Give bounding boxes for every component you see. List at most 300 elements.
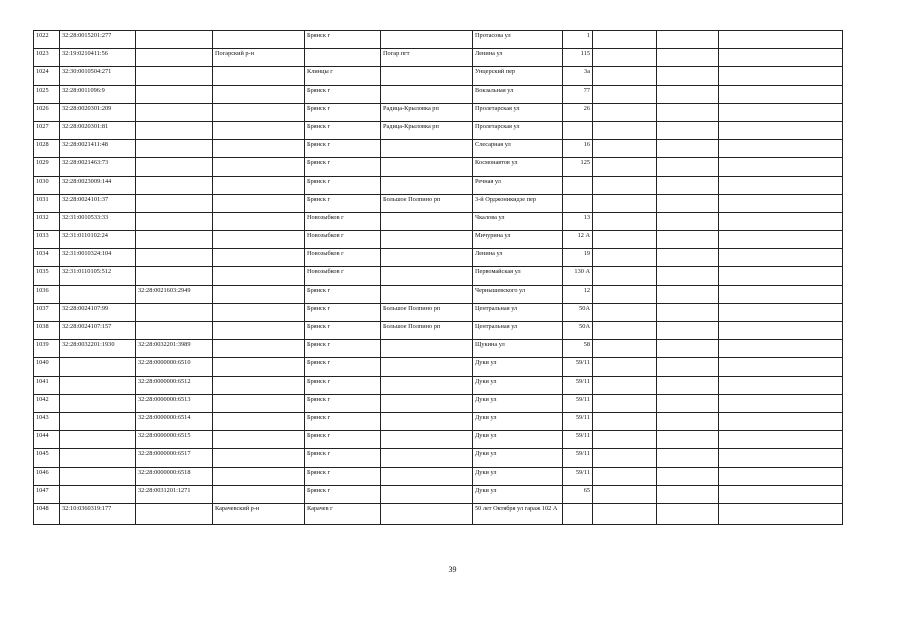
cell-column-9 xyxy=(593,285,657,303)
table-row xyxy=(34,412,843,430)
cell-district xyxy=(213,449,305,467)
cell-column-10 xyxy=(657,103,719,121)
cell-district xyxy=(213,394,305,412)
cell-house-number: 59/11 xyxy=(563,376,593,394)
cell-column-9 xyxy=(593,212,657,230)
cell-house-number: 59/11 xyxy=(563,467,593,485)
cell-row-number: 1033 xyxy=(34,231,60,249)
cell-cadastral-number-2: 32:28:0000000:6517 xyxy=(136,449,213,467)
cell-cadastral-number: 32:10:0360319:177 xyxy=(60,503,136,524)
cell-settlement xyxy=(381,176,473,194)
cell-street: Чкалова ул xyxy=(473,212,563,230)
cell-cadastral-number: 32:28:0032201:1930 xyxy=(60,340,136,358)
cell-settlement xyxy=(381,449,473,467)
table-row xyxy=(34,49,843,67)
cell-cadastral-number: 32:28:0011096:9 xyxy=(60,85,136,103)
cell-house-number: 26 xyxy=(563,103,593,121)
cell-column-9 xyxy=(593,67,657,85)
cell-cadastral-number: 32:28:0021463:73 xyxy=(60,158,136,176)
cell-street: Речная ул xyxy=(473,176,563,194)
cell-street: Дуки ул xyxy=(473,358,563,376)
cell-house-number: 19 xyxy=(563,249,593,267)
cell-district xyxy=(213,31,305,49)
cell-column-11 xyxy=(719,158,843,176)
cell-cadastral-number-2: 32:28:0000000:6510 xyxy=(136,358,213,376)
cell-column-9 xyxy=(593,103,657,121)
cell-city: Брянск г xyxy=(305,285,381,303)
table-row xyxy=(34,285,843,303)
cell-column-10 xyxy=(657,285,719,303)
cell-house-number: 59/11 xyxy=(563,394,593,412)
cell-cadastral-number xyxy=(60,285,136,303)
cell-settlement: Большое Полпино рп xyxy=(381,194,473,212)
cell-cadastral-number-2: 32:28:0000000:6518 xyxy=(136,467,213,485)
cell-settlement xyxy=(381,340,473,358)
cell-cadastral-number-2 xyxy=(136,267,213,285)
cell-column-10 xyxy=(657,176,719,194)
cell-district xyxy=(213,231,305,249)
cell-cadastral-number xyxy=(60,358,136,376)
cell-street: Вокзальная ул xyxy=(473,85,563,103)
cell-column-9 xyxy=(593,49,657,67)
cell-row-number: 1024 xyxy=(34,67,60,85)
cell-house-number: 16 xyxy=(563,140,593,158)
cell-house-number: 3а xyxy=(563,67,593,85)
cell-settlement xyxy=(381,31,473,49)
table-row xyxy=(34,85,843,103)
cell-column-11 xyxy=(719,121,843,139)
cell-city: Брянск г xyxy=(305,303,381,321)
cell-column-11 xyxy=(719,31,843,49)
cell-house-number: 50А xyxy=(563,322,593,340)
cell-district xyxy=(213,485,305,503)
cell-city: Брянск г xyxy=(305,467,381,485)
cell-city: Брянск г xyxy=(305,485,381,503)
cell-row-number: 1023 xyxy=(34,49,60,67)
cell-column-11 xyxy=(719,503,843,524)
cell-house-number: 59/11 xyxy=(563,412,593,430)
cell-row-number: 1041 xyxy=(34,376,60,394)
cell-column-9 xyxy=(593,158,657,176)
cell-cadastral-number: 32:28:0024107:99 xyxy=(60,303,136,321)
cell-street: Протасова ул xyxy=(473,31,563,49)
cell-cadastral-number: 32:28:0015201:277 xyxy=(60,31,136,49)
cell-district xyxy=(213,194,305,212)
cell-column-9 xyxy=(593,322,657,340)
cell-column-9 xyxy=(593,376,657,394)
table-row xyxy=(34,212,843,230)
cell-column-9 xyxy=(593,503,657,524)
cell-settlement xyxy=(381,412,473,430)
cell-city: Брянск г xyxy=(305,449,381,467)
cell-district: Карачевский р-н xyxy=(213,503,305,524)
table-row xyxy=(34,231,843,249)
cell-street: Чернышевского ул xyxy=(473,285,563,303)
cell-street: Пролетарская ул xyxy=(473,121,563,139)
cell-column-10 xyxy=(657,394,719,412)
cell-city: Новозыбков г xyxy=(305,267,381,285)
cell-house-number: 12 xyxy=(563,285,593,303)
cell-column-10 xyxy=(657,231,719,249)
cell-street: Мичурина ул xyxy=(473,231,563,249)
cell-row-number: 1043 xyxy=(34,412,60,430)
cell-settlement xyxy=(381,394,473,412)
cell-cadastral-number: 32:28:0021411:48 xyxy=(60,140,136,158)
cell-city: Брянск г xyxy=(305,412,381,430)
table-row xyxy=(34,140,843,158)
cell-cadastral-number: 32:28:0024101:37 xyxy=(60,194,136,212)
cell-city: Брянск г xyxy=(305,194,381,212)
table-body xyxy=(34,31,843,525)
cell-street: Щукина ул xyxy=(473,340,563,358)
cell-column-9 xyxy=(593,412,657,430)
table-row xyxy=(34,103,843,121)
cell-cadastral-number xyxy=(60,394,136,412)
cell-cadastral-number-2: 32:28:0032201:3989 xyxy=(136,340,213,358)
cell-settlement: Погар пгт xyxy=(381,49,473,67)
cell-column-10 xyxy=(657,358,719,376)
cell-settlement xyxy=(381,231,473,249)
cell-column-11 xyxy=(719,485,843,503)
cell-house-number xyxy=(563,503,593,524)
cell-district xyxy=(213,322,305,340)
cell-column-10 xyxy=(657,449,719,467)
cell-settlement xyxy=(381,85,473,103)
cell-cadastral-number: 32:28:0020301:209 xyxy=(60,103,136,121)
cell-column-9 xyxy=(593,485,657,503)
cell-street: Дуки ул xyxy=(473,467,563,485)
cell-cadastral-number: 32:28:0020301:81 xyxy=(60,121,136,139)
cell-column-11 xyxy=(719,103,843,121)
cell-cadastral-number: 32:31:0010324:104 xyxy=(60,249,136,267)
cell-settlement: Большое Полпино рп xyxy=(381,322,473,340)
cell-cadastral-number-2: 32:28:0021603:2949 xyxy=(136,285,213,303)
table-row xyxy=(34,303,843,321)
cell-house-number: 50А xyxy=(563,303,593,321)
cell-city: Клинцы г xyxy=(305,67,381,85)
cell-cadastral-number: 32:31:0110105:512 xyxy=(60,267,136,285)
cell-street: Пролетарская ул xyxy=(473,103,563,121)
cell-cadastral-number-2 xyxy=(136,212,213,230)
cell-city: Новозыбков г xyxy=(305,231,381,249)
cell-column-10 xyxy=(657,431,719,449)
cell-street: Ленина ул xyxy=(473,49,563,67)
cell-house-number: 125 xyxy=(563,158,593,176)
cell-district xyxy=(213,412,305,430)
cell-column-11 xyxy=(719,49,843,67)
cell-house-number: 59/11 xyxy=(563,431,593,449)
cell-house-number: 65 xyxy=(563,485,593,503)
cell-city: Брянск г xyxy=(305,376,381,394)
table-row xyxy=(34,449,843,467)
table-row xyxy=(34,503,843,524)
cell-cadastral-number xyxy=(60,485,136,503)
cell-cadastral-number xyxy=(60,431,136,449)
cell-district xyxy=(213,140,305,158)
cell-house-number: 12 А xyxy=(563,231,593,249)
cell-cadastral-number-2 xyxy=(136,176,213,194)
cell-cadastral-number-2: 32:28:0000000:6515 xyxy=(136,431,213,449)
cell-column-10 xyxy=(657,158,719,176)
cell-city: Брянск г xyxy=(305,31,381,49)
cell-column-9 xyxy=(593,121,657,139)
cell-city: Брянск г xyxy=(305,340,381,358)
cell-column-9 xyxy=(593,340,657,358)
cell-city: Брянск г xyxy=(305,140,381,158)
cell-cadastral-number xyxy=(60,467,136,485)
cell-house-number xyxy=(563,121,593,139)
cell-cadastral-number: 32:31:0010533:33 xyxy=(60,212,136,230)
cell-cadastral-number: 32:28:0024107:157 xyxy=(60,322,136,340)
cell-settlement xyxy=(381,67,473,85)
cell-city: Брянск г xyxy=(305,121,381,139)
cell-district xyxy=(213,212,305,230)
table-row xyxy=(34,431,843,449)
cell-column-10 xyxy=(657,267,719,285)
cell-cadastral-number-2 xyxy=(136,85,213,103)
cell-street: 50 лет Октября ул гараж 102 А xyxy=(473,503,563,524)
cell-column-11 xyxy=(719,431,843,449)
cell-cadastral-number-2 xyxy=(136,303,213,321)
cell-house-number: 1 xyxy=(563,31,593,49)
cell-cadastral-number-2 xyxy=(136,158,213,176)
cell-column-10 xyxy=(657,140,719,158)
cell-column-9 xyxy=(593,31,657,49)
cell-city xyxy=(305,49,381,67)
cell-street: Дуки ул xyxy=(473,376,563,394)
cell-house-number: 13 xyxy=(563,212,593,230)
table-row xyxy=(34,176,843,194)
cell-district xyxy=(213,103,305,121)
cell-city: Брянск г xyxy=(305,103,381,121)
cell-column-11 xyxy=(719,303,843,321)
cell-column-10 xyxy=(657,485,719,503)
cell-house-number: 59/11 xyxy=(563,449,593,467)
cell-column-9 xyxy=(593,358,657,376)
cell-street: Дуки ул xyxy=(473,394,563,412)
cell-column-9 xyxy=(593,431,657,449)
cell-street: Дуки ул xyxy=(473,431,563,449)
cell-row-number: 1034 xyxy=(34,249,60,267)
cell-district xyxy=(213,376,305,394)
cell-column-10 xyxy=(657,121,719,139)
cell-cadastral-number-2 xyxy=(136,231,213,249)
cell-district xyxy=(213,340,305,358)
cell-city: Брянск г xyxy=(305,431,381,449)
cell-row-number: 1046 xyxy=(34,467,60,485)
cell-cadastral-number-2: 32:28:0000000:6514 xyxy=(136,412,213,430)
cell-row-number: 1037 xyxy=(34,303,60,321)
cell-cadastral-number-2 xyxy=(136,249,213,267)
cell-settlement xyxy=(381,358,473,376)
cell-district xyxy=(213,67,305,85)
cell-street: Дуки ул xyxy=(473,412,563,430)
cell-column-9 xyxy=(593,449,657,467)
cell-column-10 xyxy=(657,340,719,358)
cell-column-10 xyxy=(657,303,719,321)
cell-column-9 xyxy=(593,231,657,249)
table-row xyxy=(34,485,843,503)
cell-row-number: 1031 xyxy=(34,194,60,212)
cell-column-11 xyxy=(719,85,843,103)
table-row xyxy=(34,267,843,285)
cell-settlement xyxy=(381,485,473,503)
cell-cadastral-number xyxy=(60,412,136,430)
cell-column-11 xyxy=(719,212,843,230)
cell-row-number: 1042 xyxy=(34,394,60,412)
cell-column-9 xyxy=(593,303,657,321)
cell-cadastral-number-2 xyxy=(136,31,213,49)
cell-city: Новозыбков г xyxy=(305,212,381,230)
cell-cadastral-number-2 xyxy=(136,121,213,139)
cell-row-number: 1032 xyxy=(34,212,60,230)
cell-column-11 xyxy=(719,376,843,394)
cell-district: Погарский р-н xyxy=(213,49,305,67)
cell-settlement xyxy=(381,285,473,303)
cell-settlement: Радица-Крыловка рп xyxy=(381,103,473,121)
cell-district xyxy=(213,431,305,449)
cell-row-number: 1036 xyxy=(34,285,60,303)
cell-column-11 xyxy=(719,449,843,467)
cell-column-11 xyxy=(719,267,843,285)
table-row xyxy=(34,249,843,267)
cell-cadastral-number xyxy=(60,376,136,394)
cell-district xyxy=(213,358,305,376)
cell-settlement xyxy=(381,376,473,394)
cell-row-number: 1027 xyxy=(34,121,60,139)
cell-cadastral-number: 32:19:0210411:56 xyxy=(60,49,136,67)
cell-column-11 xyxy=(719,249,843,267)
cell-settlement xyxy=(381,267,473,285)
cell-column-11 xyxy=(719,140,843,158)
cell-row-number: 1038 xyxy=(34,322,60,340)
table-row xyxy=(34,467,843,485)
cell-settlement: Радица-Крыловка рп xyxy=(381,121,473,139)
cell-row-number: 1030 xyxy=(34,176,60,194)
table-row xyxy=(34,194,843,212)
cell-street: Космонавтов ул xyxy=(473,158,563,176)
cell-house-number: 58 xyxy=(563,340,593,358)
cell-column-11 xyxy=(719,67,843,85)
cell-cadastral-number-2 xyxy=(136,67,213,85)
cell-cadastral-number-2 xyxy=(136,140,213,158)
cell-column-10 xyxy=(657,212,719,230)
cell-district xyxy=(213,467,305,485)
document-table xyxy=(33,30,843,525)
cell-house-number: 115 xyxy=(563,49,593,67)
cell-column-10 xyxy=(657,85,719,103)
cell-settlement xyxy=(381,249,473,267)
cell-district xyxy=(213,85,305,103)
table-row xyxy=(34,121,843,139)
cell-street: Ленина ул xyxy=(473,249,563,267)
cell-cadastral-number: 32:31:0110102:24 xyxy=(60,231,136,249)
cell-column-10 xyxy=(657,503,719,524)
cell-row-number: 1047 xyxy=(34,485,60,503)
cell-column-9 xyxy=(593,267,657,285)
cell-district xyxy=(213,176,305,194)
cell-column-11 xyxy=(719,358,843,376)
cell-column-9 xyxy=(593,249,657,267)
cell-column-10 xyxy=(657,249,719,267)
cell-column-11 xyxy=(719,467,843,485)
page-number: 39 xyxy=(448,565,457,574)
cell-street: Первомайская ул xyxy=(473,267,563,285)
cell-column-11 xyxy=(719,322,843,340)
cell-house-number: 77 xyxy=(563,85,593,103)
cell-city: Брянск г xyxy=(305,85,381,103)
table-row xyxy=(34,67,843,85)
cell-district xyxy=(213,249,305,267)
cell-street: Дуки ул xyxy=(473,485,563,503)
cell-column-10 xyxy=(657,467,719,485)
cell-street: Слесарная ул xyxy=(473,140,563,158)
cell-city: Брянск г xyxy=(305,394,381,412)
cell-column-10 xyxy=(657,194,719,212)
cell-column-9 xyxy=(593,85,657,103)
cell-settlement xyxy=(381,431,473,449)
cell-street: Дуки ул xyxy=(473,449,563,467)
cell-district xyxy=(213,303,305,321)
cell-column-11 xyxy=(719,231,843,249)
cell-cadastral-number-2: 32:28:0000000:6513 xyxy=(136,394,213,412)
cell-column-10 xyxy=(657,322,719,340)
cell-row-number: 1029 xyxy=(34,158,60,176)
cell-city: Брянск г xyxy=(305,358,381,376)
cell-column-9 xyxy=(593,467,657,485)
cell-row-number: 1040 xyxy=(34,358,60,376)
cell-city: Брянск г xyxy=(305,176,381,194)
cell-district xyxy=(213,158,305,176)
cell-street: 3-й Орджоникидзе пер xyxy=(473,194,563,212)
cell-settlement xyxy=(381,158,473,176)
cell-settlement xyxy=(381,467,473,485)
cell-cadastral-number-2 xyxy=(136,194,213,212)
cell-column-10 xyxy=(657,412,719,430)
cell-row-number: 1035 xyxy=(34,267,60,285)
cell-row-number: 1039 xyxy=(34,340,60,358)
cell-house-number xyxy=(563,194,593,212)
cell-cadastral-number-2 xyxy=(136,503,213,524)
cell-column-9 xyxy=(593,140,657,158)
cell-settlement: Большое Полпино рп xyxy=(381,303,473,321)
cell-city: Новозыбков г xyxy=(305,249,381,267)
cell-column-11 xyxy=(719,340,843,358)
cell-row-number: 1028 xyxy=(34,140,60,158)
cell-row-number: 1025 xyxy=(34,85,60,103)
cell-street: Центральная ул xyxy=(473,303,563,321)
cell-cadastral-number-2: 32:28:0000000:6512 xyxy=(136,376,213,394)
cell-column-10 xyxy=(657,31,719,49)
cell-row-number: 1044 xyxy=(34,431,60,449)
cell-column-10 xyxy=(657,67,719,85)
cell-city: Карачев г xyxy=(305,503,381,524)
cell-cadastral-number xyxy=(60,449,136,467)
table-row xyxy=(34,394,843,412)
cell-column-9 xyxy=(593,176,657,194)
cell-street: Центральная ул xyxy=(473,322,563,340)
cell-cadastral-number-2 xyxy=(136,322,213,340)
table-row xyxy=(34,158,843,176)
cell-column-9 xyxy=(593,394,657,412)
cell-column-10 xyxy=(657,376,719,394)
cell-cadastral-number-2 xyxy=(136,103,213,121)
cell-settlement xyxy=(381,212,473,230)
cell-cadastral-number: 32:28:0023009:144 xyxy=(60,176,136,194)
table-row xyxy=(34,322,843,340)
cell-district xyxy=(213,285,305,303)
cell-column-11 xyxy=(719,176,843,194)
